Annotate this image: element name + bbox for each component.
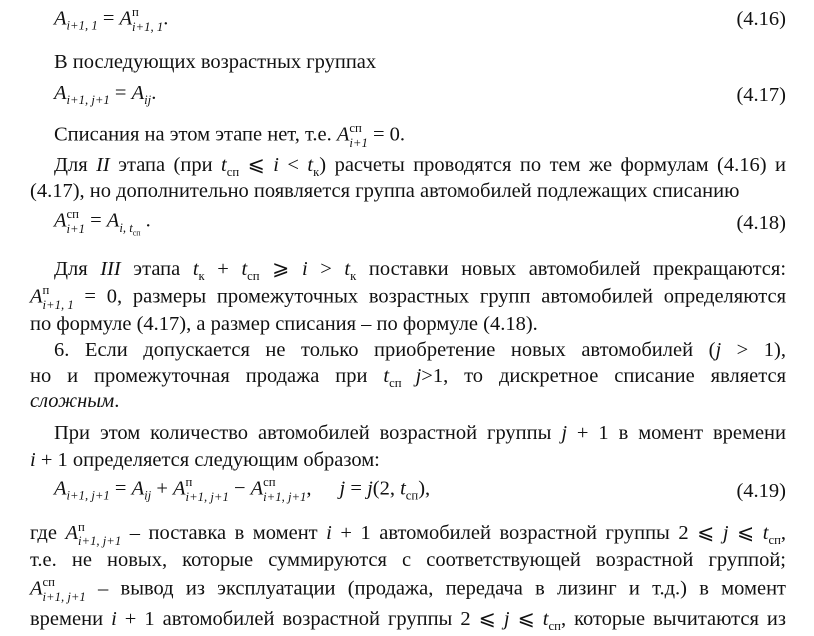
math-op: =: [109, 82, 132, 104]
math-subscript: сп: [548, 619, 561, 634]
math-superscript: сп: [66, 207, 79, 221]
math-supsub: [78, 521, 121, 548]
paragraph-item6-line2: [30, 365, 786, 391]
equation-number: (4.17): [736, 84, 786, 106]
math-subscript: i+1: [66, 221, 85, 236]
math-var: A: [131, 477, 145, 500]
text: + 1 автомобилей возрастной группы 2 ⩽: [116, 608, 504, 630]
math-subscript: i+1, 1: [66, 18, 98, 33]
math-var: i: [273, 154, 279, 176]
text: но и промежуточная продажа при: [30, 365, 384, 387]
text: – вывод из эксплуатации (продажа, передача в лизинг и т.д.) в момент: [85, 577, 786, 600]
math-var: t: [762, 522, 769, 544]
math-subscript: i+1, j+1: [77, 534, 122, 549]
math-superscript: п: [132, 5, 139, 19]
math-subscript: сп: [226, 165, 240, 180]
math-var: t: [221, 154, 227, 176]
math-var: A: [65, 522, 78, 544]
math-var: t: [344, 258, 351, 280]
equation-number: (4.16): [736, 8, 786, 30]
math-var: i: [30, 449, 36, 471]
math-punct: ),: [418, 477, 431, 500]
math-var: i: [111, 608, 117, 630]
math-superscript: сп: [42, 575, 55, 589]
equation-4-17: [54, 82, 157, 108]
paragraph-where-line3: [30, 576, 786, 603]
math-subscript: ij: [144, 93, 152, 108]
math-subscript: к: [350, 269, 357, 284]
paragraph-count-line1: [54, 422, 786, 445]
math-var: j: [367, 477, 373, 500]
text: 6. Если допускается не только приобретение новых автомобилей (: [54, 339, 716, 361]
math-subsubscript: сп: [132, 228, 141, 238]
math-var: t: [400, 477, 406, 500]
paragraph-count-line2: [30, 449, 380, 472]
text: поставки новых автомобилей прекращаются:: [356, 258, 787, 280]
math-var: i: [301, 258, 308, 280]
paragraph-stage3-line1: [54, 256, 787, 284]
paragraph-subsequent: В последующих возрастных группах: [54, 51, 377, 73]
math-subscript: i, t: [119, 220, 133, 235]
math-subscript: i+1, 1: [42, 297, 74, 312]
paragraph-stage3-line3: по формуле (4.17), а размер списания – по формуле (4.18).: [30, 313, 538, 335]
math-var: j: [415, 365, 422, 387]
math-subscript: i+1, j+1: [42, 589, 86, 604]
text: >1, то дискретное списание является: [421, 365, 786, 387]
math-supsub: [132, 6, 163, 33]
math-supsub: [186, 476, 229, 503]
math-supsub: [67, 208, 85, 235]
text: Для: [54, 154, 97, 176]
paragraph-item6-line1: [54, 339, 786, 362]
math-var: A: [54, 477, 67, 500]
math-op: =: [84, 209, 107, 232]
math-op: <: [278, 154, 308, 176]
math-op: +: [204, 258, 242, 280]
math-op: +: [151, 477, 174, 500]
equation-4-19: [54, 476, 430, 503]
equation-number: (4.18): [736, 212, 786, 234]
math-var: t: [307, 154, 314, 176]
text: + 1 в момент времени: [567, 422, 786, 444]
math-op: ⩽: [728, 522, 763, 544]
math-op: >: [307, 258, 345, 280]
math-subscript: i+1, j+1: [185, 489, 229, 504]
math-subscript: к: [313, 165, 320, 180]
emphasis-term: сложным: [30, 390, 115, 412]
text: , которые вычитаются из: [560, 608, 787, 630]
math-subscript: i+1, j+1: [66, 93, 110, 108]
text: этапа (при: [109, 154, 222, 176]
math-var: A: [30, 577, 43, 600]
math-var: A: [54, 209, 67, 232]
math-var: j: [715, 339, 722, 361]
paragraph-item6-line3: [30, 390, 119, 413]
math-var: t: [542, 608, 549, 630]
math-supsub: [349, 122, 367, 149]
math-superscript: п: [77, 519, 85, 534]
equation-number: (4.19): [736, 480, 786, 502]
paragraph-stage3-line2: [30, 284, 786, 311]
math-subscript: i+1, j+1: [66, 488, 110, 503]
paragraph-where-line2: т.е. не новых, которые суммируются с соответствующей возрастной группой;: [30, 549, 786, 571]
math-op: ⩽: [239, 154, 274, 176]
paragraph-no-writeoff: [54, 122, 405, 149]
math-var: t: [192, 258, 199, 280]
paragraph-stage2-line1: [54, 152, 786, 180]
math-punct: ,: [306, 477, 312, 500]
math-subscript: i+1, j+1: [263, 489, 307, 504]
math-op: =: [109, 477, 132, 500]
math-op: −: [228, 477, 251, 500]
math-var: A: [336, 123, 350, 146]
math-var: A: [54, 82, 67, 104]
math-subscript: сп: [247, 269, 260, 284]
equation-4-18: [54, 207, 151, 238]
math-subscript: i+1: [349, 135, 368, 150]
math-op: ⩽: [509, 608, 543, 630]
text: > 1),: [721, 339, 786, 361]
text: .: [114, 390, 120, 412]
math-var: t: [383, 365, 390, 387]
text: времени: [30, 608, 112, 630]
equation-4-16: [54, 6, 168, 33]
math-superscript: п: [42, 283, 50, 297]
text: = 0, размеры промежуточных возрастных групп автомобилей определяются: [73, 285, 786, 308]
math-op: ⩾: [259, 258, 302, 280]
text: + 1 автомобилей возрастной группы 2 ⩽: [331, 522, 723, 544]
math-superscript: п: [185, 475, 193, 489]
roman-numeral: III: [100, 258, 121, 280]
math-subscript: сп: [768, 533, 781, 548]
math-superscript: сп: [263, 475, 276, 489]
math-punct: .: [163, 7, 169, 30]
roman-numeral: II: [96, 154, 110, 176]
math-var: j: [561, 422, 568, 444]
paragraph-where-line4: [30, 606, 787, 634]
math-var: t: [241, 258, 248, 280]
math-op: =: [345, 477, 368, 500]
math-subscript: сп: [405, 488, 419, 503]
math-var: A: [30, 285, 43, 308]
text: Списания на этом этапе нет, т.е.: [54, 123, 337, 146]
math-punct: (2,: [372, 477, 401, 500]
math-punct: .: [151, 82, 157, 104]
math-var: i: [326, 522, 332, 544]
paragraph-stage2-line2: (4.17), но дополнительно появляется группа автомобилей подлежащих списанию: [30, 180, 740, 202]
math-subscript: ij: [144, 488, 152, 503]
text: – поставка в момент: [121, 522, 327, 544]
math-var: j: [339, 477, 346, 500]
text: этапа: [120, 258, 193, 280]
math-var: A: [131, 82, 145, 104]
text: + 1 определяется следующим образом:: [35, 449, 380, 471]
math-supsub: [263, 476, 306, 503]
math-var: j: [722, 522, 729, 544]
text: = 0.: [367, 123, 406, 146]
math-subscript: к: [198, 269, 205, 284]
math-subscript: сп: [389, 376, 402, 391]
math-supsub: [43, 284, 74, 311]
text: ,: [780, 522, 786, 544]
text: Для: [54, 258, 101, 280]
math-punct: .: [140, 209, 151, 232]
text: ) расчеты проводятся по тем же формулам (4.16) и: [319, 154, 786, 176]
math-subscript: i+1, 1: [132, 19, 164, 34]
math-var: A: [54, 7, 67, 30]
math-var: j: [503, 608, 510, 630]
math-var: A: [106, 209, 120, 232]
paragraph-where-line1: [30, 520, 786, 548]
math-superscript: сп: [349, 121, 362, 135]
math-supsub: [43, 576, 86, 603]
math-var: A: [173, 477, 186, 500]
math-var: A: [250, 477, 264, 500]
text: где: [30, 522, 66, 544]
math-op: =: [97, 7, 120, 30]
text: При этом количество автомобилей возрастной группы: [54, 422, 562, 444]
math-var: A: [119, 7, 133, 30]
